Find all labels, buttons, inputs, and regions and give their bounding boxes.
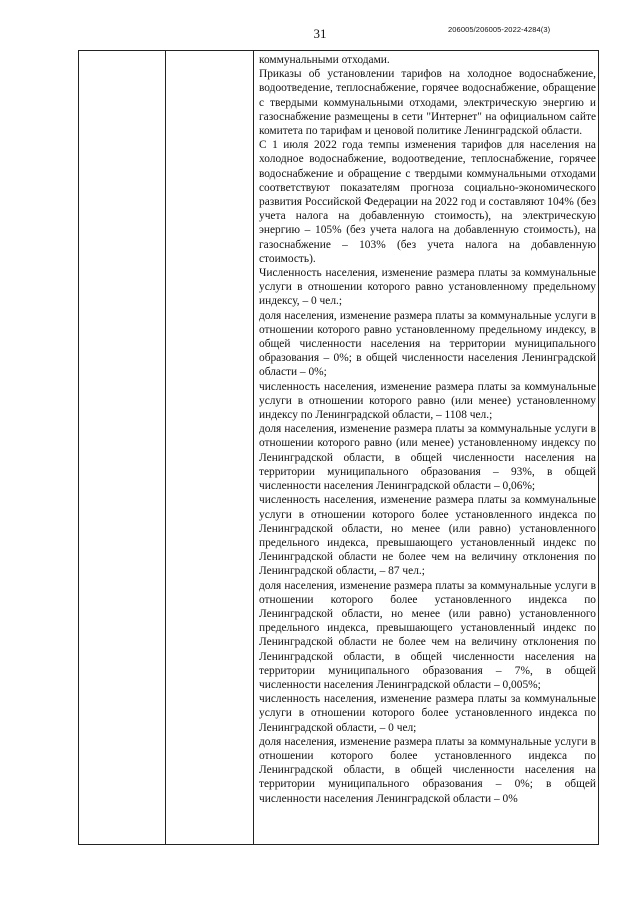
- paragraph: доля населения, изменение размера платы за коммунальные услуги в отношении которого равно (или менее) установленному индексу по Ленинградской области, в общей численности населения на территории муниципального образования – 93%, в общей численности населения Ленинградской области – 0,06%;: [259, 423, 596, 493]
- paragraph: численность населения, изменение размера платы за коммунальные услуги в отношении которого равно (или менее) установленному индексу по Ленинградской области, – 1108 чел.;: [259, 380, 596, 422]
- table-cell-content: [259, 53, 596, 806]
- paragraph: Численность населения, изменение размера платы за коммунальные услуги в отношении которого равно установленному предельному индексу, – 0 чел.;: [259, 267, 596, 308]
- paragraph: Приказы об установлении тарифов на холодное водоснабжение, водоотведение, теплоснабжение, горячее водоснабжение, обращение с твердыми коммунальными отходами, электрическую энергию и газоснабжение размещены в сети "Интернет" на официальном сайте комитета по тарифам и ценовой политике Ленинградской области.: [259, 68, 596, 138]
- paragraph: доля населения, изменение размера платы за коммунальные услуги в отношении которого равно установленному предельному индексу, в общей численности населения на территории муниципального образования – 0%; в общей численности населения Ленинградской области – 0%;: [259, 309, 596, 379]
- page-number: 31: [313, 26, 327, 41]
- document-id: 206005/206005-2022-4284(3): [448, 25, 551, 34]
- paragraph: коммунальными отходами.: [259, 54, 390, 66]
- paragraph: доля населения, изменение размера платы за коммунальные услуги в отношении которого более установленного индекса по Ленинградской области, в общей численности населения на территории муниципального образования – 0%; в общей численности населения Ленинградской области – 0%: [259, 735, 596, 805]
- column-divider-2: [253, 51, 254, 844]
- paragraph: С 1 июля 2022 года темпы изменения тарифов для населения на холодное водоснабжение, водоотведение, теплоснабжение, горячее водоснабжение и обращение с твердыми коммунальными отходами соответствуют показателям прогноза социально-экономического развития Российской Федерации на 2022 год и составляют 104% (без учета налога на добавленную стоимость), на электрическую энергию – 105% (без учета налога на добавленную стоимость), на газоснабжение – 103% (без учета налога на добавленную стоимость).: [259, 139, 596, 265]
- document-table: [78, 50, 599, 845]
- paragraph: численность населения, изменение размера платы за коммунальные услуги в отношении которого более установленного индекса по Ленинградской области, – 0 чел;: [259, 693, 596, 734]
- paragraph: доля населения, изменение размера платы за коммунальные услуги в отношении которого более установленного индекса по Ленинградской области, но менее (или равно) установленного предельного индекса, превышающего установленный индекс по Ленинградской области не более чем на величину отклонения по Ленинградской области, в общей численности населения на территории муниципального образования – 7%, в общей численности населения Ленинградской области – 0,005%;: [259, 579, 596, 691]
- column-divider-1: [165, 51, 166, 844]
- paragraph: численность населения, изменение размера платы за коммунальные услуги в отношении которого более установленного индекса по Ленинградской области, но менее (или равно) установленного предельного индекса, превышающего установленный индекс по Ленинградской области не более чем на величину отклонения по Ленинградской области, – 87 чел.;: [259, 494, 596, 578]
